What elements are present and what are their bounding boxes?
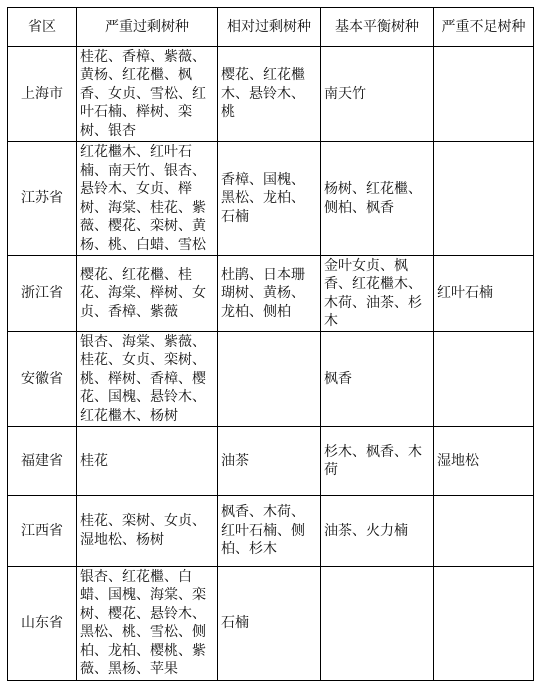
severe-surplus-cell: 桂花、栾树、女贞、湿地松、杨树 [77, 495, 218, 566]
relative-surplus-cell: 石楠 [218, 566, 321, 680]
table-row [8, 142, 534, 256]
header-severe-surplus: 严重过剩树种 [77, 8, 218, 47]
table-row [8, 332, 534, 427]
severe-surplus-cell: 红花檵木、红叶石楠、南天竹、银杏、悬铃木、女贞、榉树、海棠、桂花、紫薇、樱花、栾树、黄杨、桃、白蜡、雪松 [77, 142, 218, 256]
severe-shortage-cell: 湿地松 [434, 427, 534, 496]
province-cell: 浙江省 [8, 256, 77, 332]
balanced-cell: 杨树、红花檵、侧柏、枫香 [321, 142, 434, 256]
header-province: 省区 [8, 8, 77, 47]
balanced-cell: 南天竹 [321, 47, 434, 142]
header-severe-shortage: 严重不足树种 [434, 8, 534, 47]
header-relative-surplus: 相对过剩树种 [218, 8, 321, 47]
severe-shortage-cell: 红叶石楠 [434, 256, 534, 332]
severe-shortage-cell [434, 47, 534, 142]
relative-surplus-cell: 杜鹃、日本珊瑚树、黄杨、龙柏、侧柏 [218, 256, 321, 332]
table-row [8, 566, 534, 680]
relative-surplus-cell [218, 332, 321, 427]
relative-surplus-cell: 枫香、木荷、红叶石楠、侧柏、杉木 [218, 495, 321, 566]
header-balanced: 基本平衡树种 [321, 8, 434, 47]
severe-surplus-cell: 桂花 [77, 427, 218, 496]
severe-surplus-cell: 银杏、海棠、紫薇、桂花、女贞、栾树、桃、榉树、香樟、樱花、国槐、悬铃木、红花檵木、杨树 [77, 332, 218, 427]
severe-shortage-cell [434, 566, 534, 680]
province-cell: 福建省 [8, 427, 77, 496]
severe-surplus-cell: 桂花、香樟、紫薇、黄杨、红花檵、枫香、女贞、雪松、红叶石楠、榉树、栾树、银杏 [77, 47, 218, 142]
relative-surplus-cell: 樱花、红花檵木、悬铃木、桃 [218, 47, 321, 142]
province-cell: 安徽省 [8, 332, 77, 427]
severe-shortage-cell [434, 495, 534, 566]
severe-surplus-cell: 银杏、红花檵、白蜡、国槐、海棠、栾树、樱花、悬铃木、黑松、桃、雪松、侧柏、龙柏、樱桃、紫薇、黑杨、苹果 [77, 566, 218, 680]
province-cell: 江苏省 [8, 142, 77, 256]
province-cell: 山东省 [8, 566, 77, 680]
severe-shortage-cell [434, 332, 534, 427]
severe-shortage-cell [434, 142, 534, 256]
balanced-cell: 杉木、枫香、木荷 [321, 427, 434, 496]
header-row [8, 8, 534, 47]
balanced-cell [321, 566, 434, 680]
balanced-cell: 枫香 [321, 332, 434, 427]
relative-surplus-cell: 油茶 [218, 427, 321, 496]
table-row [8, 256, 534, 332]
province-cell: 江西省 [8, 495, 77, 566]
relative-surplus-cell: 香樟、国槐、黑松、龙柏、石楠 [218, 142, 321, 256]
province-cell: 上海市 [8, 47, 77, 142]
balanced-cell: 金叶女贞、枫香、红花檵木、木荷、油茶、杉木 [321, 256, 434, 332]
table-row [8, 47, 534, 142]
tree-species-table [7, 7, 534, 681]
severe-surplus-cell: 樱花、红花檵、桂花、海棠、榉树、女贞、香樟、紫薇 [77, 256, 218, 332]
table-row [8, 427, 534, 496]
table-row [8, 495, 534, 566]
balanced-cell: 油茶、火力楠 [321, 495, 434, 566]
